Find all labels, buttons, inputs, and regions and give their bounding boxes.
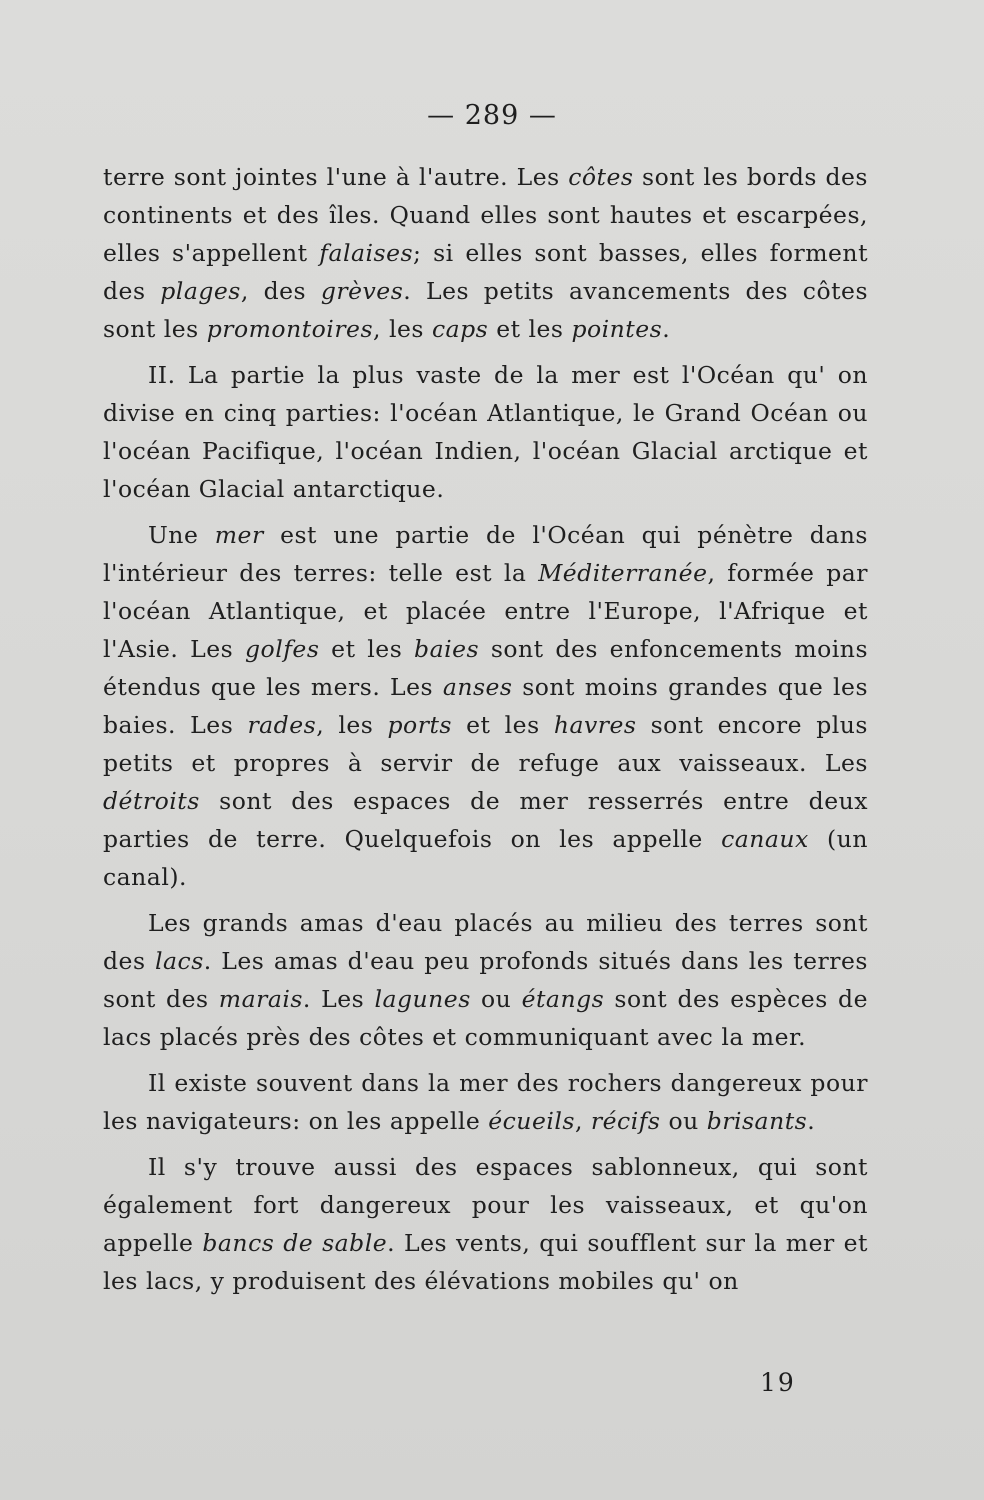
- italic-term: détroits: [103, 787, 200, 815]
- text-run: , formée par l'océan Atlantique, et placée entre l'Europe, l'Afrique et l'Asie. Les: [103, 559, 869, 663]
- italic-term: anses: [442, 673, 513, 701]
- text-run: , les: [316, 711, 388, 739]
- text-run: sont des espaces de mer resserrés entre deux parties de terre. Quelquefois on les appelle: [103, 787, 868, 853]
- italic-term: récifs: [590, 1107, 661, 1135]
- text-run: Il existe souvent dans la mer des rochers dangereux pour les navigateurs: on les appelle: [103, 1069, 868, 1135]
- text-run: . Les vents, qui soufflent sur la mer et les lacs, y produisent des élévations mobiles qu' on: [103, 1229, 868, 1295]
- paragraph: [103, 1064, 868, 1140]
- italic-term: écueils: [488, 1107, 575, 1135]
- italic-term: golfes: [245, 635, 320, 663]
- text-run: .: [662, 315, 671, 343]
- paragraph: [103, 158, 868, 348]
- paragraph: [103, 904, 868, 1056]
- italic-term: grèves: [320, 277, 404, 305]
- italic-term: étangs: [521, 985, 605, 1013]
- italic-term: marais: [218, 985, 303, 1013]
- italic-term: baies: [414, 635, 480, 663]
- italic-term: côtes: [568, 163, 634, 191]
- text-run: et les: [451, 711, 554, 739]
- text-run: terre sont jointes l'une à l'autre. Les: [103, 163, 569, 191]
- text-run: sont les bords des continents et des îles. Quand elles sont hautes et escarpées, elles s'appellent: [103, 163, 868, 267]
- italic-term: plages: [160, 277, 241, 305]
- paragraph: [103, 356, 868, 508]
- italic-term: rades: [247, 711, 317, 739]
- italic-term: mer: [214, 521, 264, 549]
- text-run: II. La partie la plus vaste de la mer est l'Océan qu' on divise en cinq parties: l'océan Atlantique, le Grand Océan ou l'océan Pacifique, l'océan Indien, l'océan Glacial arctique et l'océan Glacial antarctique.: [103, 361, 868, 503]
- text-run: , des: [240, 277, 321, 305]
- text-run: . Les: [302, 985, 375, 1013]
- text-run: , les: [373, 315, 432, 343]
- italic-term: ports: [387, 711, 452, 739]
- text-run: (un canal).: [103, 825, 868, 891]
- text-run: sont moins grandes que les baies. Les: [103, 673, 869, 739]
- italic-term: havres: [553, 711, 637, 739]
- italic-term: falaises: [319, 239, 414, 267]
- text-run: sont des espèces de lacs placés près des côtes et communiquant avec la mer.: [103, 985, 868, 1051]
- text-run: sont encore plus petits et propres à servir de refuge aux vaisseaux. Les: [103, 711, 868, 777]
- italic-term: bancs de sable: [202, 1229, 388, 1257]
- text-run: sont des enfoncements moins étendus que les mers. Les: [103, 635, 868, 701]
- italic-term: canaux: [721, 825, 809, 853]
- paragraph: [103, 516, 868, 896]
- text-run: .: [807, 1107, 816, 1135]
- text-run: Une: [148, 521, 215, 549]
- text-run: Il s'y trouve aussi des espaces sablonneux, qui sont également fort dangereux pour les vaisseaux, et qu'on appelle: [103, 1153, 868, 1257]
- page-number: — 289 —: [427, 100, 557, 131]
- body-text: [103, 158, 868, 1300]
- italic-term: caps: [431, 315, 489, 343]
- italic-term: Méditerranée: [538, 559, 708, 587]
- text-run: ou: [660, 1107, 707, 1135]
- italic-term: pointes: [571, 315, 663, 343]
- italic-term: promontoires: [206, 315, 374, 343]
- text-run: . Les petits avancements des côtes sont les: [103, 277, 868, 343]
- text-run: et les: [488, 315, 572, 343]
- text-run: . Les amas d'eau peu profonds situés dans les terres sont des: [103, 947, 868, 1013]
- italic-term: lacs: [155, 947, 204, 975]
- italic-term: brisants: [706, 1107, 808, 1135]
- text-run: ; si elles sont basses, elles forment des: [103, 239, 869, 305]
- text-run: Les grands amas d'eau placés au milieu des terres sont des: [103, 909, 868, 975]
- signature-mark: 19: [760, 1368, 796, 1397]
- text-run: ou: [470, 985, 522, 1013]
- text-run: et les: [319, 635, 415, 663]
- text-run: est une partie de l'Océan qui pénètre dans l'intérieur des terres: telle est la: [103, 521, 868, 587]
- text-run: ,: [574, 1107, 591, 1135]
- paragraph: [103, 1148, 868, 1300]
- italic-term: lagunes: [374, 985, 471, 1013]
